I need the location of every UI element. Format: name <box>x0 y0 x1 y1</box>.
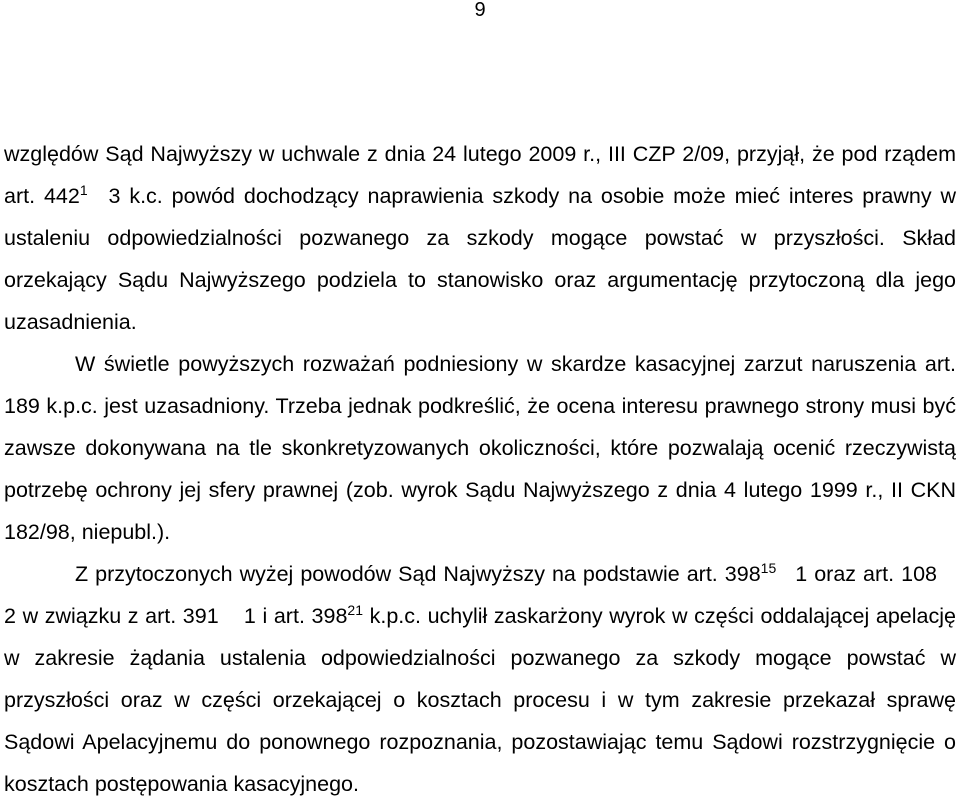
paragraph-3-text-b: 1 oraz art. 108 <box>788 562 944 586</box>
paragraph-1-text-a: względów Sąd Najwyższy w uchwale z dnia 24 lutego 2009 r., III CZP 2/09, przyjął, że pod rządem art. 442 <box>4 142 956 208</box>
paragraph-3-text-e: k.p.c. uchylił zaskarżony wyrok w części oddalającej apelację w zakresie żądania ustalenia odpowiedzialności pozwanego za szkody mogące powstać w przyszłości oraz w części orzekającej o kosztach procesu i w tym zakresie przekazał sprawę Sądowi Apelacyjnemu do ponownego rozpoznania, pozostawiając temu Sądowi rozstrzygnięcie o kosztach postępowania kasacyjnego. <box>4 604 956 796</box>
paragraph-3-text-c: 2 w związku z art. 391 <box>4 604 226 628</box>
paragraph-3-text-a: Z przytoczonych wyżej powodów Sąd Najwyższy na podstawie art. 398 <box>75 562 761 586</box>
paragraph-2-text: W świetle powyższych rozważań podniesiony w skardze kasacyjnej zarzut naruszenia art. 189 k.p.c. jest uzasadniony. Trzeba jednak podkreślić, że ocena interesu prawnego strony musi być zawsze dokonywana na tle skonkretyzowanych okoliczności, które pozwalają ocenić rzeczywistą potrzebę ochrony jej sfery prawnej (zob. wyrok Sądu Najwyższego z dnia 4 lutego 1999 r., II CKN 182/98, niepubl.). <box>4 352 956 544</box>
paragraph-1 <box>4 133 956 343</box>
superscript-21: 21 <box>347 602 363 618</box>
superscript-1: 1 <box>79 182 88 198</box>
paragraph-3 <box>4 553 956 805</box>
paragraph-3-text-d: 1 i art. 398 <box>237 604 348 628</box>
paragraph-2 <box>4 343 956 553</box>
page-number: 9 <box>474 0 486 21</box>
paragraph-1-text-b: 3 k.c. powód dochodzący naprawienia szkody na osobie może mieć interes prawny w ustaleniu odpowiedzialności pozwanego za szkody mogące powstać w przyszłości. Skład orzekający Sądu Najwyższego podziela to stanowisko oraz argumentację przytoczoną dla jego uzasadnienia. <box>4 184 956 334</box>
superscript-15: 15 <box>760 560 777 576</box>
